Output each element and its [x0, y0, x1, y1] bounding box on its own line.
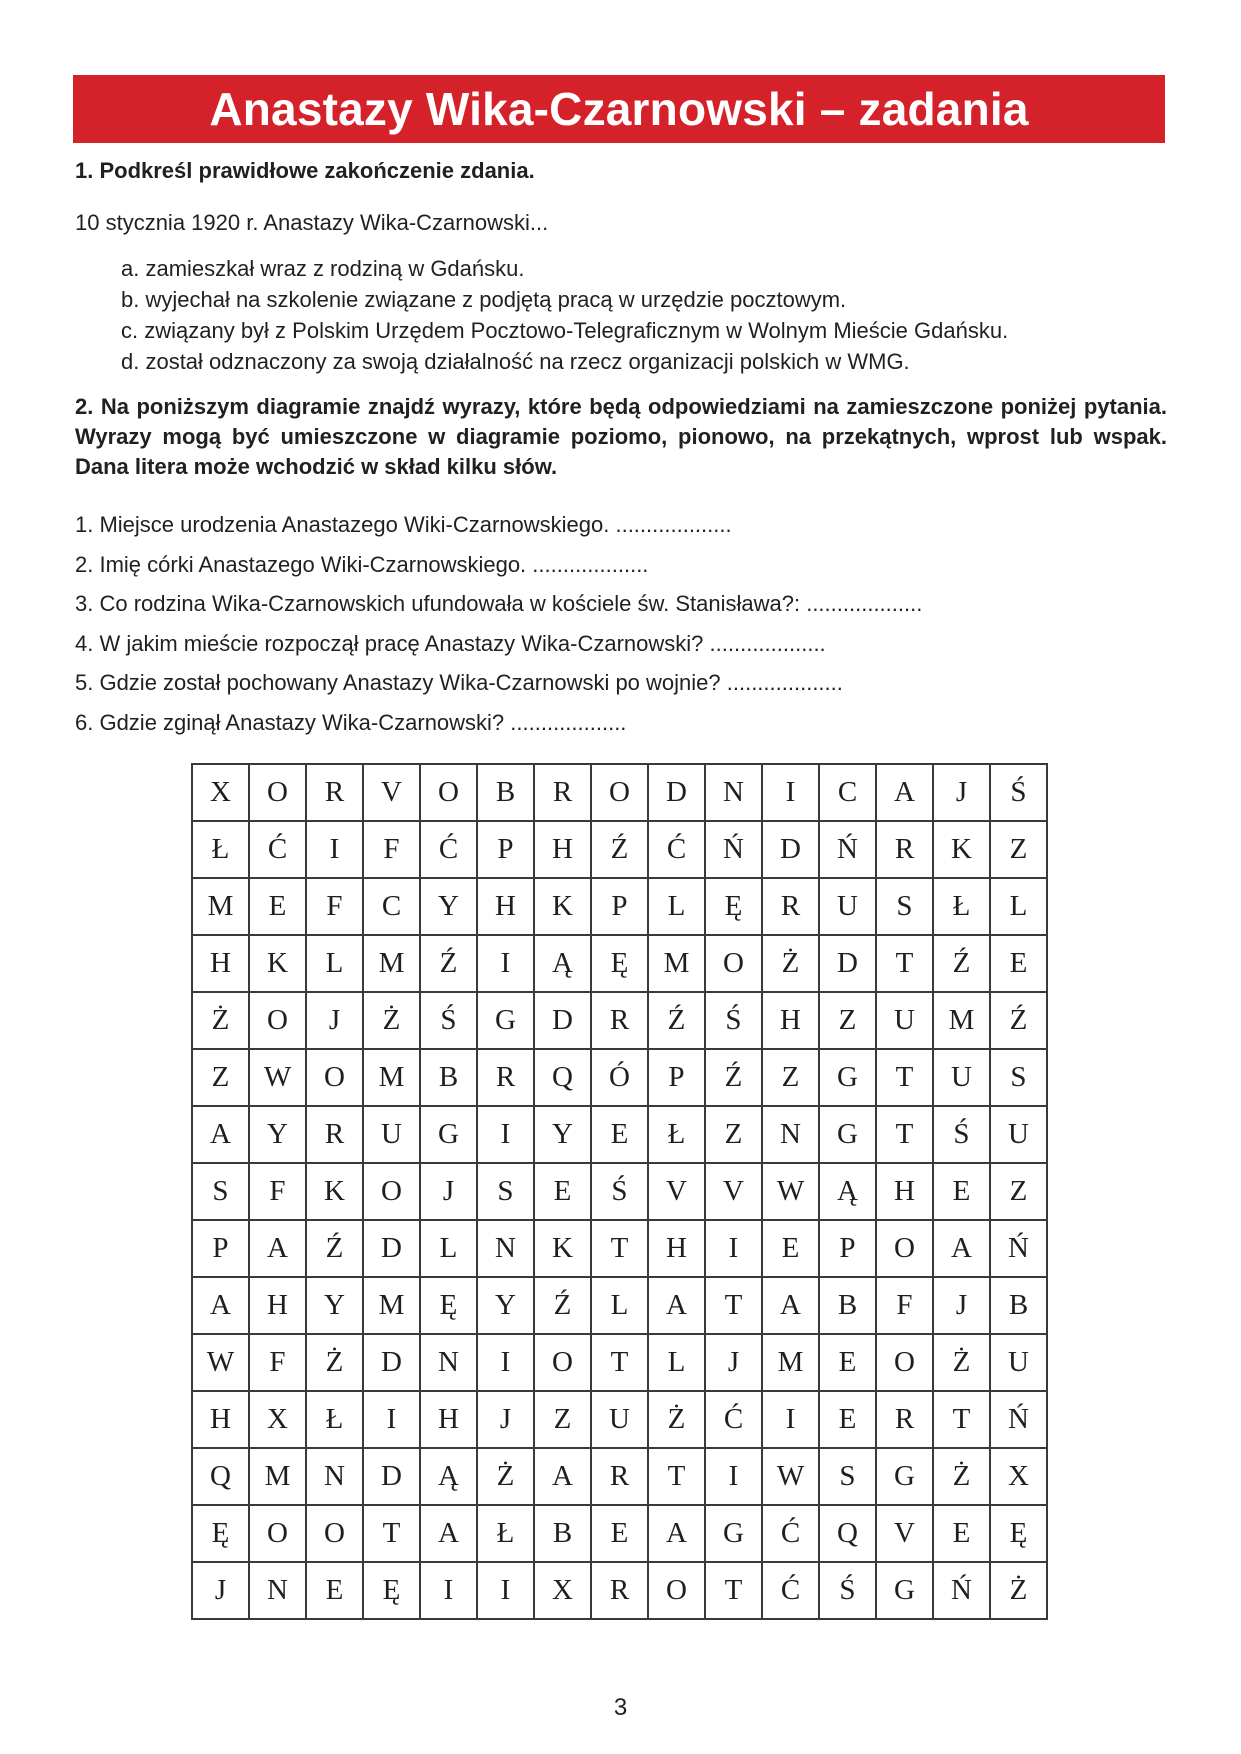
grid-cell[interactable]: P — [591, 878, 648, 935]
grid-cell[interactable]: Ź — [534, 1277, 591, 1334]
grid-cell[interactable]: N — [762, 1106, 819, 1163]
grid-cell[interactable]: G — [819, 1049, 876, 1106]
grid-cell[interactable]: P — [192, 1220, 249, 1277]
grid-cell[interactable]: G — [876, 1448, 933, 1505]
page-number: 3 — [613, 1694, 628, 1721]
grid-cell[interactable]: L — [420, 1220, 477, 1277]
grid-cell[interactable]: Q — [192, 1448, 249, 1505]
grid-cell[interactable]: H — [534, 821, 591, 878]
grid-cell[interactable]: R — [876, 1391, 933, 1448]
grid-cell[interactable]: Ć — [249, 821, 306, 878]
grid-cell[interactable]: G — [477, 992, 534, 1049]
grid-cell[interactable]: I — [363, 1391, 420, 1448]
grid-cell[interactable]: X — [192, 764, 249, 821]
grid-cell[interactable]: Ż — [933, 1448, 990, 1505]
grid-cell[interactable]: Ź — [705, 1049, 762, 1106]
grid-row — [192, 821, 1047, 878]
grid-cell[interactable]: N — [477, 1220, 534, 1277]
grid-cell[interactable]: M — [363, 1277, 420, 1334]
grid-cell[interactable]: O — [534, 1334, 591, 1391]
grid-cell[interactable]: A — [762, 1277, 819, 1334]
grid-cell[interactable]: Ź — [990, 992, 1047, 1049]
grid-cell[interactable]: M — [192, 878, 249, 935]
grid-cell[interactable]: F — [249, 1334, 306, 1391]
grid-cell[interactable]: R — [306, 1106, 363, 1163]
grid-cell[interactable]: R — [534, 764, 591, 821]
grid-row — [192, 1277, 1047, 1334]
grid-cell[interactable]: B — [990, 1277, 1047, 1334]
grid-row — [192, 1505, 1047, 1562]
grid-cell[interactable]: Ć — [420, 821, 477, 878]
grid-cell[interactable]: R — [876, 821, 933, 878]
grid-cell[interactable]: J — [705, 1334, 762, 1391]
grid-cell[interactable]: O — [363, 1163, 420, 1220]
grid-cell[interactable]: J — [477, 1391, 534, 1448]
grid-cell[interactable]: T — [705, 1277, 762, 1334]
grid-cell[interactable]: E — [591, 1106, 648, 1163]
grid-cell[interactable]: O — [876, 1334, 933, 1391]
option-b[interactable]: b. wyjechał na szkolenie związane z podjętą pracą w urzędzie pocztowym. — [121, 287, 847, 312]
grid-cell[interactable]: Ż — [306, 1334, 363, 1391]
grid-cell[interactable]: H — [876, 1163, 933, 1220]
grid-cell[interactable]: A — [933, 1220, 990, 1277]
grid-cell[interactable]: Ę — [591, 935, 648, 992]
grid-cell[interactable]: W — [249, 1049, 306, 1106]
grid-cell[interactable]: Ę — [990, 1505, 1047, 1562]
grid-cell[interactable]: A — [192, 1106, 249, 1163]
grid-cell[interactable]: A — [249, 1220, 306, 1277]
grid-cell[interactable]: B — [477, 764, 534, 821]
grid-cell[interactable]: F — [363, 821, 420, 878]
grid-cell[interactable]: E — [591, 1505, 648, 1562]
grid-cell[interactable]: O — [249, 764, 306, 821]
grid-cell[interactable]: Z — [705, 1106, 762, 1163]
grid-cell[interactable]: G — [420, 1106, 477, 1163]
grid-cell[interactable]: Ł — [477, 1505, 534, 1562]
grid-cell[interactable]: G — [876, 1562, 933, 1619]
grid-cell[interactable]: O — [420, 764, 477, 821]
grid-cell[interactable]: Ą — [819, 1163, 876, 1220]
grid-cell[interactable]: X — [534, 1562, 591, 1619]
grid-cell[interactable]: K — [306, 1163, 363, 1220]
grid-cell[interactable]: L — [306, 935, 363, 992]
grid-cell[interactable]: Ż — [477, 1448, 534, 1505]
grid-cell[interactable]: Ż — [648, 1391, 705, 1448]
grid-cell[interactable]: Ę — [420, 1277, 477, 1334]
grid-cell[interactable]: Ź — [591, 821, 648, 878]
grid-cell[interactable]: T — [876, 1106, 933, 1163]
grid-cell[interactable]: Q — [534, 1049, 591, 1106]
grid-cell[interactable]: I — [477, 1334, 534, 1391]
grid-cell[interactable]: Ż — [192, 992, 249, 1049]
grid-cell[interactable]: P — [648, 1049, 705, 1106]
grid-cell[interactable]: W — [762, 1163, 819, 1220]
grid-cell[interactable]: R — [762, 878, 819, 935]
grid-cell[interactable]: E — [534, 1163, 591, 1220]
grid-cell[interactable]: F — [876, 1277, 933, 1334]
grid-row — [192, 935, 1047, 992]
grid-cell[interactable]: Ś — [819, 1562, 876, 1619]
grid-cell[interactable]: S — [477, 1163, 534, 1220]
grid-cell[interactable]: E — [819, 1391, 876, 1448]
task1-options — [121, 253, 1008, 377]
grid-cell[interactable]: Ż — [990, 1562, 1047, 1619]
grid-cell[interactable]: O — [306, 1505, 363, 1562]
grid-cell[interactable]: Y — [306, 1277, 363, 1334]
grid-cell[interactable]: Ż — [762, 935, 819, 992]
grid-cell[interactable]: Ż — [933, 1334, 990, 1391]
grid-cell[interactable]: L — [648, 1334, 705, 1391]
grid-cell[interactable]: H — [249, 1277, 306, 1334]
grid-cell[interactable]: W — [192, 1334, 249, 1391]
grid-cell[interactable]: Ł — [648, 1106, 705, 1163]
grid-cell[interactable]: E — [306, 1562, 363, 1619]
grid-cell[interactable]: N — [420, 1334, 477, 1391]
grid-cell[interactable]: G — [819, 1106, 876, 1163]
grid-cell[interactable]: E — [819, 1334, 876, 1391]
grid-cell[interactable]: H — [420, 1391, 477, 1448]
grid-row — [192, 1334, 1047, 1391]
grid-cell[interactable]: A — [420, 1505, 477, 1562]
grid-cell[interactable]: R — [591, 1448, 648, 1505]
grid-row — [192, 1049, 1047, 1106]
grid-cell[interactable]: Ć — [705, 1391, 762, 1448]
grid-cell[interactable]: I — [762, 1391, 819, 1448]
grid-cell[interactable]: Ć — [762, 1562, 819, 1619]
task1-stem: 10 stycznia 1920 r. Anastazy Wika-Czarnowski... — [75, 210, 549, 235]
grid-cell[interactable]: Y — [249, 1106, 306, 1163]
page-title: Anastazy Wika-Czarnowski – zadania — [209, 83, 1029, 135]
grid-cell[interactable]: M — [762, 1334, 819, 1391]
grid-cell[interactable]: T — [591, 1220, 648, 1277]
grid-row — [192, 1562, 1047, 1619]
grid-cell[interactable]: H — [477, 878, 534, 935]
grid-cell[interactable]: N — [306, 1448, 363, 1505]
grid-cell[interactable]: X — [249, 1391, 306, 1448]
grid-cell[interactable]: D — [762, 821, 819, 878]
grid-cell[interactable]: T — [876, 935, 933, 992]
grid-cell[interactable]: Z — [990, 1163, 1047, 1220]
grid-cell[interactable]: D — [648, 764, 705, 821]
grid-cell[interactable]: U — [933, 1049, 990, 1106]
question-6: 6. Gdzie zginął Anastazy Wika-Czarnowski? ................... — [75, 709, 627, 735]
task2-questions — [75, 505, 922, 742]
grid-cell[interactable]: Ś — [705, 992, 762, 1049]
grid-cell[interactable]: Ł — [192, 821, 249, 878]
option-d[interactable]: d. został odznaczony za swoją działalność na rzecz organizacji polskich w WMG. — [121, 349, 910, 374]
grid-cell[interactable]: Ź — [420, 935, 477, 992]
option-a[interactable]: a. zamieszkał wraz z rodziną w Gdańsku. — [121, 256, 525, 281]
grid-cell[interactable]: M — [363, 1049, 420, 1106]
grid-cell[interactable]: T — [876, 1049, 933, 1106]
grid-cell[interactable]: Ą — [420, 1448, 477, 1505]
grid-cell[interactable]: A — [648, 1277, 705, 1334]
grid-cell[interactable]: A — [876, 764, 933, 821]
grid-cell[interactable]: O — [249, 1505, 306, 1562]
grid-cell[interactable]: I — [477, 1106, 534, 1163]
grid-cell[interactable]: F — [306, 878, 363, 935]
grid-cell[interactable]: Ź — [933, 935, 990, 992]
grid-cell[interactable]: L — [591, 1277, 648, 1334]
grid-cell[interactable]: I — [705, 1220, 762, 1277]
grid-cell[interactable]: F — [249, 1163, 306, 1220]
grid-cell[interactable]: Ć — [648, 821, 705, 878]
grid-cell[interactable]: D — [819, 935, 876, 992]
grid-cell[interactable]: E — [762, 1220, 819, 1277]
grid-cell[interactable]: J — [933, 764, 990, 821]
grid-cell[interactable]: H — [192, 935, 249, 992]
grid-cell[interactable]: E — [249, 878, 306, 935]
grid-cell[interactable]: O — [249, 992, 306, 1049]
grid-cell[interactable]: A — [192, 1277, 249, 1334]
grid-cell[interactable]: K — [534, 878, 591, 935]
grid-cell[interactable]: D — [363, 1220, 420, 1277]
grid-cell[interactable]: E — [990, 935, 1047, 992]
grid-cell[interactable]: B — [819, 1277, 876, 1334]
grid-cell[interactable]: M — [648, 935, 705, 992]
grid-cell[interactable]: L — [990, 878, 1047, 935]
grid-cell[interactable]: Ć — [762, 1505, 819, 1562]
grid-cell[interactable]: K — [534, 1220, 591, 1277]
grid-cell[interactable]: Ż — [363, 992, 420, 1049]
grid-row — [192, 878, 1047, 935]
grid-cell[interactable]: Z — [990, 821, 1047, 878]
grid-cell[interactable]: N — [249, 1562, 306, 1619]
grid-cell[interactable]: Ś — [990, 764, 1047, 821]
grid-cell[interactable]: H — [648, 1220, 705, 1277]
grid-cell[interactable]: Ń — [990, 1220, 1047, 1277]
grid-cell[interactable]: Ń — [705, 821, 762, 878]
grid-cell[interactable]: I — [477, 1562, 534, 1619]
grid-cell[interactable]: U — [990, 1334, 1047, 1391]
word-search-grid — [191, 763, 1048, 1620]
grid-cell[interactable]: J — [306, 992, 363, 1049]
grid-cell[interactable]: R — [591, 992, 648, 1049]
grid-cell[interactable]: X — [990, 1448, 1047, 1505]
grid-cell[interactable]: Z — [819, 992, 876, 1049]
grid-cell[interactable]: Z — [762, 1049, 819, 1106]
grid-cell[interactable]: U — [363, 1106, 420, 1163]
grid-cell[interactable]: B — [420, 1049, 477, 1106]
grid-cell[interactable]: J — [933, 1277, 990, 1334]
grid-cell[interactable]: D — [363, 1448, 420, 1505]
grid-cell[interactable]: O — [876, 1220, 933, 1277]
grid-row — [192, 1163, 1047, 1220]
grid-cell[interactable]: V — [705, 1163, 762, 1220]
grid-cell[interactable]: K — [933, 821, 990, 878]
grid-cell[interactable]: M — [933, 992, 990, 1049]
grid-cell[interactable]: T — [591, 1334, 648, 1391]
question-2: 2. Imię córki Anastazego Wiki-Czarnowskiego. ................... — [75, 551, 649, 577]
grid-cell[interactable]: Z — [534, 1391, 591, 1448]
grid-cell[interactable]: I — [762, 764, 819, 821]
grid-cell[interactable]: J — [420, 1163, 477, 1220]
grid-cell[interactable]: Ń — [990, 1391, 1047, 1448]
grid-cell[interactable]: U — [591, 1391, 648, 1448]
grid-cell[interactable]: Ł — [306, 1391, 363, 1448]
grid-cell[interactable]: I — [420, 1562, 477, 1619]
grid-cell[interactable]: V — [363, 764, 420, 821]
grid-cell[interactable]: I — [306, 821, 363, 878]
grid-cell[interactable]: O — [306, 1049, 363, 1106]
grid-row — [192, 1448, 1047, 1505]
grid-cell[interactable]: Ę — [363, 1562, 420, 1619]
task2-heading: 2. Na poniższym diagramie znajdź wyrazy, które będą odpowiedziami na zamieszczone poniżej pytania. Wyrazy mogą być umieszczone w diagramie poziomo, pionowo, na przekątnych, wprost lub wspak. Dana litera może wchodzić w skład kilku słów. — [75, 394, 1167, 479]
grid-cell[interactable]: T — [705, 1562, 762, 1619]
grid-cell[interactable]: Ź — [648, 992, 705, 1049]
grid-cell[interactable]: W — [762, 1448, 819, 1505]
grid-cell[interactable]: Ą — [534, 935, 591, 992]
grid-cell[interactable]: M — [363, 935, 420, 992]
grid-cell[interactable]: L — [648, 878, 705, 935]
grid-cell[interactable]: O — [591, 764, 648, 821]
question-5: 5. Gdzie został pochowany Anastazy Wika-Czarnowski po wojnie? ................... — [75, 670, 843, 695]
grid-cell[interactable]: D — [363, 1334, 420, 1391]
option-c[interactable]: c. związany był z Polskim Urzędem Pocztowo-Telegraficznym w Wolnym Mieście Gdańsku. — [121, 318, 1009, 343]
grid-cell[interactable]: G — [705, 1505, 762, 1562]
grid-cell[interactable]: Ń — [819, 821, 876, 878]
grid-cell[interactable]: S — [876, 878, 933, 935]
grid-cell[interactable]: R — [477, 1049, 534, 1106]
grid-cell[interactable]: S — [819, 1448, 876, 1505]
grid-cell[interactable]: A — [648, 1505, 705, 1562]
title-banner — [73, 75, 1165, 143]
grid-cell[interactable]: Q — [819, 1505, 876, 1562]
grid-cell[interactable]: Ś — [591, 1163, 648, 1220]
grid-cell[interactable]: A — [534, 1448, 591, 1505]
grid-cell[interactable]: V — [876, 1505, 933, 1562]
grid-cell[interactable]: R — [591, 1562, 648, 1619]
grid-cell[interactable]: Ś — [420, 992, 477, 1049]
grid-row — [192, 1106, 1047, 1163]
grid-cell[interactable]: Ó — [591, 1049, 648, 1106]
grid-cell[interactable]: T — [933, 1391, 990, 1448]
grid-cell[interactable]: Ę — [192, 1505, 249, 1562]
grid-cell[interactable]: Ź — [306, 1220, 363, 1277]
question-3: 3. Co rodzina Wika-Czarnowskich ufundowała w kościele św. Stanisława?: ................... — [75, 591, 923, 616]
grid-row — [192, 764, 1047, 821]
grid-cell[interactable]: D — [534, 992, 591, 1049]
task1-heading: 1. Podkreśl prawidłowe zakończenie zdania. — [75, 158, 535, 183]
grid-cell[interactable]: K — [249, 935, 306, 992]
grid-cell[interactable]: T — [363, 1505, 420, 1562]
grid-cell[interactable]: R — [306, 764, 363, 821]
grid-cell[interactable]: Y — [420, 878, 477, 935]
grid-cell[interactable]: B — [534, 1505, 591, 1562]
grid-cell[interactable]: U — [819, 878, 876, 935]
grid-cell[interactable]: O — [648, 1562, 705, 1619]
grid-cell[interactable]: U — [990, 1106, 1047, 1163]
question-1: 1. Miejsce urodzenia Anastazego Wiki-Czarnowskiego. ................... — [75, 512, 732, 537]
grid-cell[interactable]: Y — [534, 1106, 591, 1163]
grid-cell[interactable]: I — [477, 935, 534, 992]
grid-cell[interactable]: Y — [477, 1277, 534, 1334]
grid-cell[interactable]: H — [192, 1391, 249, 1448]
grid-cell[interactable]: T — [648, 1448, 705, 1505]
grid-cell[interactable]: N — [705, 764, 762, 821]
grid-cell[interactable]: Ń — [933, 1562, 990, 1619]
grid-cell[interactable]: O — [705, 935, 762, 992]
grid-cell[interactable]: C — [363, 878, 420, 935]
grid-cell[interactable]: S — [192, 1163, 249, 1220]
grid-cell[interactable]: E — [933, 1163, 990, 1220]
grid-row — [192, 1391, 1047, 1448]
grid-cell[interactable]: Ę — [705, 878, 762, 935]
grid-cell[interactable]: U — [876, 992, 933, 1049]
grid-cell[interactable]: M — [249, 1448, 306, 1505]
grid-cell[interactable]: E — [933, 1505, 990, 1562]
grid-row — [192, 1220, 1047, 1277]
grid-cell[interactable]: V — [648, 1163, 705, 1220]
grid-cell[interactable]: C — [819, 764, 876, 821]
grid-cell[interactable]: J — [192, 1562, 249, 1619]
grid-row — [192, 992, 1047, 1049]
grid-cell[interactable]: S — [990, 1049, 1047, 1106]
grid-cell[interactable]: I — [705, 1448, 762, 1505]
grid-cell[interactable]: P — [819, 1220, 876, 1277]
grid-cell[interactable]: Z — [192, 1049, 249, 1106]
grid-cell[interactable]: H — [762, 992, 819, 1049]
grid-cell[interactable]: Ł — [933, 878, 990, 935]
question-4: 4. W jakim mieście rozpoczął pracę Anastazy Wika-Czarnowski? ................... — [75, 630, 826, 656]
grid-cell[interactable]: Ś — [933, 1106, 990, 1163]
grid-cell[interactable]: P — [477, 821, 534, 878]
